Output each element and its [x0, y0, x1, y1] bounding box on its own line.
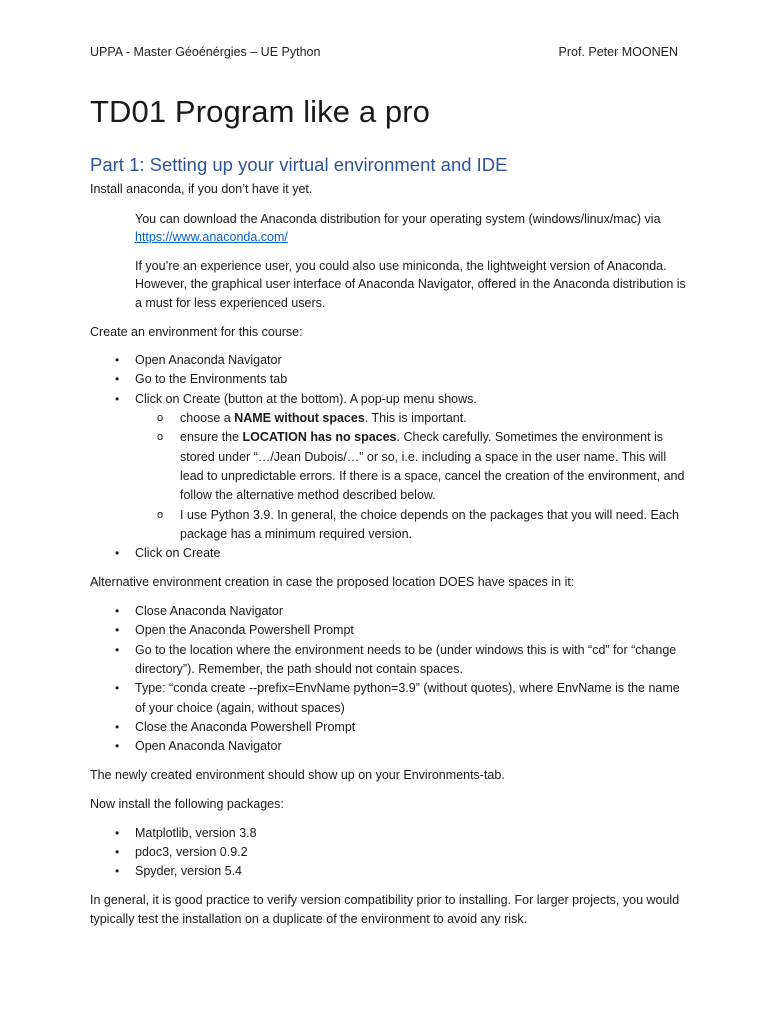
- miniconda-paragraph: If you’re an experience user, you could also use miniconda, the lightweight version of Anaconda. However, the graphical user interface of Anaconda Navigator, offered in the Anaconda distribution is a must for less experienced users.: [135, 258, 686, 310]
- list-item-text: Go to the Environments tab: [135, 372, 288, 387]
- sub-item-text: . Check carefully. Sometimes the environment is stored under “…/Jean Dubois/…” or so, i.e. including a space in the user name. This will lead to unpredictable errors. If there is a space, cancel the creation of the environment, and follow the alternative method described below.: [180, 430, 685, 503]
- create-env-intro: Create an environment for this course:: [90, 324, 303, 339]
- document-body: [90, 152, 690, 929]
- circle-bullet-icon: o: [157, 412, 164, 425]
- list-item: [90, 737, 690, 756]
- list-item-text: Spyder, version 5.4: [135, 864, 243, 879]
- header-author: Prof. Peter MOONEN: [558, 45, 678, 59]
- emphasis-text: LOCATION has no spaces: [242, 430, 397, 445]
- list-item: [90, 621, 690, 640]
- create-substeps: [135, 409, 690, 544]
- closing-paragraph: In general, it is good practice to verify version compatibility prior to installing. For larger projects, you would typically test the installation on a duplicate of the environment to avoid any risk.: [90, 893, 680, 927]
- create-env-steps: [90, 351, 690, 563]
- header-course: UPPA - Master Géoénérgies – UE Python: [90, 45, 321, 59]
- bullet-icon: •: [115, 681, 120, 696]
- section-heading: Part 1: Setting up your virtual environment and IDE: [90, 154, 508, 175]
- list-item: [90, 602, 690, 621]
- package-list: [90, 824, 690, 882]
- list-item-text: Open Anaconda Navigator: [135, 353, 282, 368]
- sub-list-item: [135, 428, 690, 505]
- circle-bullet-icon: o: [157, 431, 164, 444]
- list-item: [90, 862, 690, 881]
- sub-item-text: ensure the: [180, 430, 243, 445]
- alt-intro: Alternative environment creation in case the proposed location DOES have spaces in it:: [90, 575, 575, 590]
- list-item: [90, 641, 690, 680]
- list-item-text: Close the Anaconda Powershell Prompt: [135, 719, 356, 734]
- list-item-text: Open the Anaconda Powershell Prompt: [135, 623, 354, 638]
- alt-steps: [90, 602, 690, 756]
- list-item-text: pdoc3, version 0.9.2: [135, 844, 248, 859]
- document-title: TD01 Program like a pro: [90, 94, 430, 129]
- sub-item-text: choose a: [180, 411, 235, 426]
- install-intro: Now install the following packages:: [90, 796, 284, 811]
- sub-list-item: [135, 506, 690, 545]
- circle-bullet-icon: o: [157, 508, 164, 521]
- env-show-paragraph: The newly created environment should show up on your Environments-tab.: [90, 768, 505, 783]
- list-item-text: Open Anaconda Navigator: [135, 739, 282, 754]
- sub-item-text: I use Python 3.9. In general, the choice depends on the packages that you will need. Each package has a minimum required version.: [180, 507, 679, 541]
- bullet-icon: •: [115, 546, 120, 561]
- list-item: [90, 843, 690, 862]
- bullet-icon: •: [115, 844, 120, 859]
- list-item: [90, 351, 690, 370]
- list-item-text: Type: “conda create --prefix=EnvName python=3.9” (without quotes), where EnvName is the name of your choice (again, without spaces): [135, 681, 680, 715]
- list-item-text: Click on Create: [135, 546, 221, 561]
- list-item: [90, 824, 690, 843]
- bullet-icon: •: [115, 825, 120, 840]
- list-item: [90, 544, 690, 563]
- list-item-text: Click on Create (button at the bottom). A pop-up menu shows.: [135, 391, 477, 406]
- bullet-icon: •: [115, 739, 120, 754]
- download-text: You can download the Anaconda distribution for your operating system (windows/linux/mac) via: [135, 211, 661, 226]
- bullet-icon: •: [115, 623, 120, 638]
- bullet-icon: •: [115, 391, 120, 406]
- list-item: [90, 390, 690, 544]
- bullet-icon: •: [115, 353, 120, 368]
- list-item-text: Matplotlib, version 3.8: [135, 825, 257, 840]
- page-header: [90, 45, 678, 59]
- bullet-icon: •: [115, 372, 120, 387]
- list-item-text: Go to the location where the environment needs to be (under windows this is with “cd” for “change directory”). Remember, the path should not contain spaces.: [135, 642, 677, 676]
- list-item: [90, 679, 690, 718]
- bullet-icon: •: [115, 604, 120, 619]
- bullet-icon: •: [115, 719, 120, 734]
- anaconda-link[interactable]: https://www.anaconda.com/: [135, 230, 288, 245]
- list-item-text: Close Anaconda Navigator: [135, 604, 284, 619]
- list-item: [90, 370, 690, 389]
- emphasis-text: NAME without spaces: [234, 411, 365, 426]
- sub-list-item: [135, 409, 690, 428]
- sub-item-text: . This is important.: [364, 411, 467, 426]
- download-paragraph: [135, 210, 690, 247]
- bullet-icon: •: [115, 864, 120, 879]
- list-item: [90, 718, 690, 737]
- bullet-icon: •: [115, 642, 120, 657]
- intro-paragraph: Install anaconda, if you don’t have it yet.: [90, 182, 313, 196]
